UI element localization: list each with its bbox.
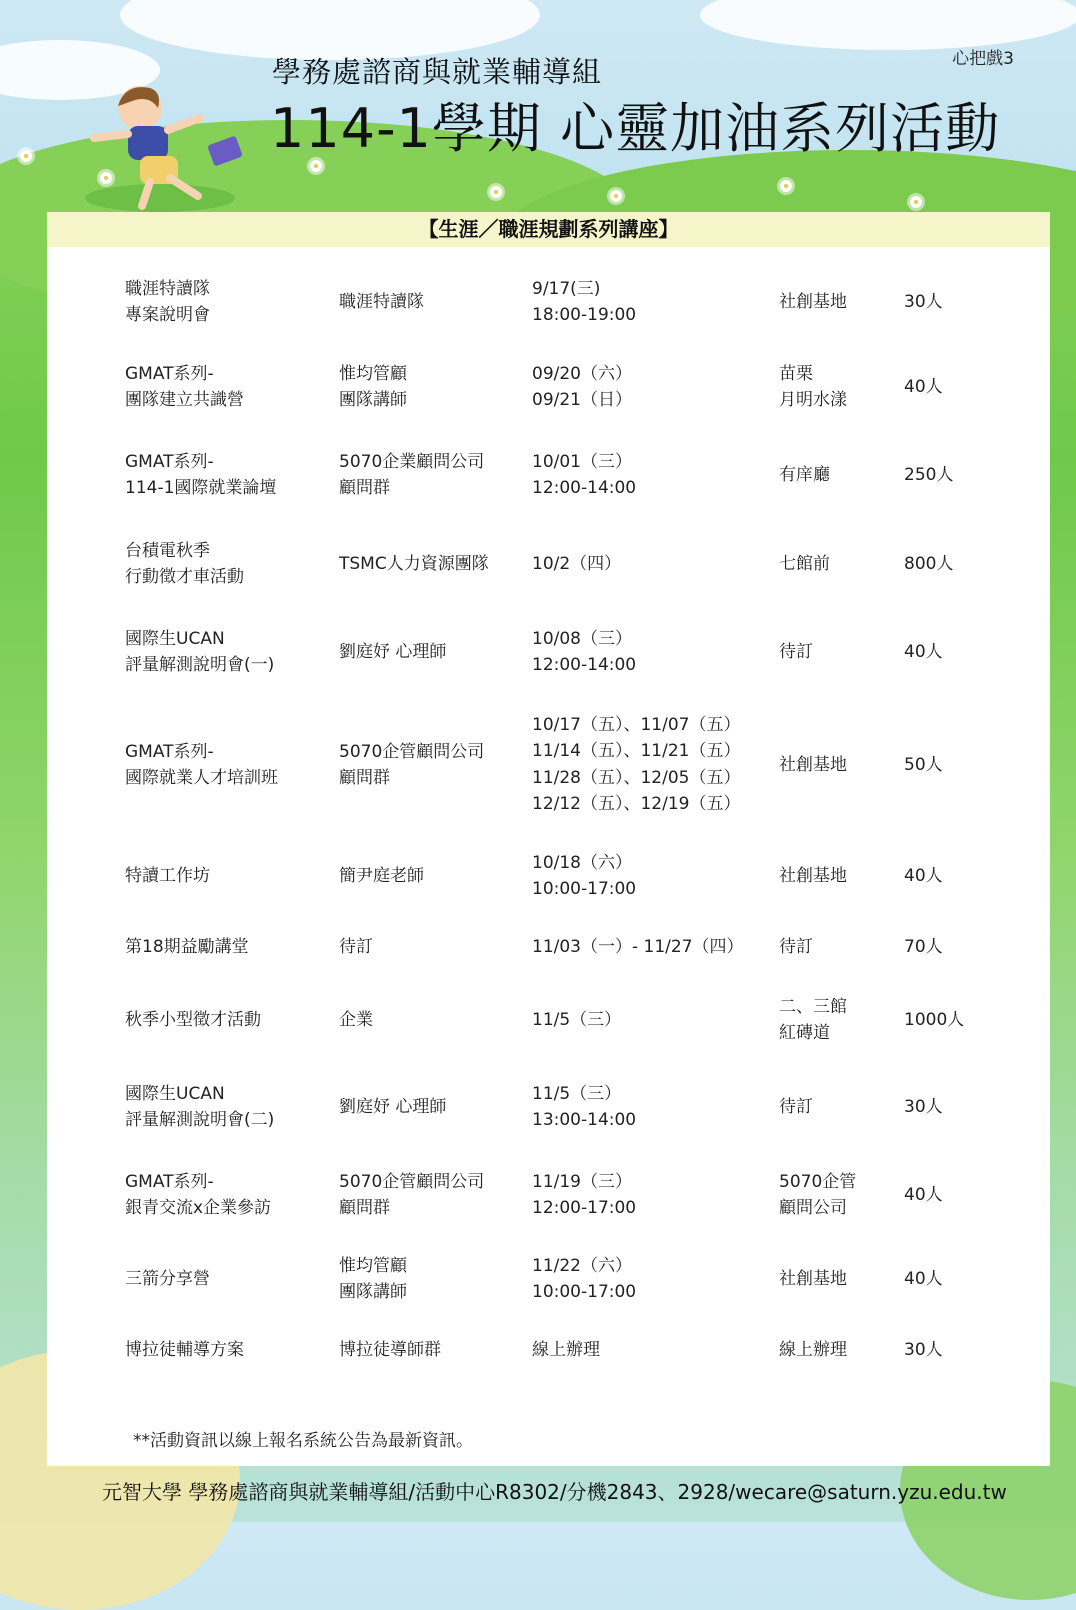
event-name-line: 評量解測說明會(一) — [125, 654, 275, 675]
venue-cell — [779, 994, 847, 1047]
capacity-cell — [904, 1094, 943, 1120]
event-date-line: 12:00-14:00 — [532, 477, 637, 498]
event-name-cell — [125, 626, 274, 679]
event-name-line: 國際生UCAN — [125, 1083, 225, 1104]
event-name-cell — [125, 1007, 261, 1033]
page-subtitle: 學務處諮商與就業輔導組 — [272, 55, 603, 89]
capacity-line: 800人 — [904, 553, 954, 574]
event-name-cell — [125, 863, 210, 889]
venue-cell — [779, 863, 847, 889]
event-date-line: 10/2（四） — [532, 553, 622, 574]
event-name-line: 評量解測說明會(二) — [125, 1109, 275, 1130]
event-name-cell — [125, 739, 278, 792]
event-name-line: 博拉徒輔導方案 — [125, 1339, 244, 1360]
event-name-cell — [125, 1169, 271, 1222]
event-name-cell — [125, 538, 244, 591]
speaker-line: 5070企管顧問公司 — [339, 741, 485, 762]
speaker-cell — [339, 1094, 446, 1120]
event-date-cell — [532, 712, 740, 817]
venue-line: 月明水漾 — [779, 389, 847, 410]
venue-cell — [779, 1094, 813, 1120]
speaker-line: 顧問群 — [339, 1197, 390, 1218]
venue-line: 社創基地 — [779, 754, 847, 775]
event-name-line: 台積電秋季 — [125, 540, 210, 561]
event-date-cell — [532, 1337, 600, 1363]
speaker-line: 企業 — [339, 1009, 373, 1030]
capacity-cell — [904, 374, 943, 400]
venue-cell — [779, 1337, 847, 1363]
speaker-line: TSMC人力資源團隊 — [339, 553, 489, 574]
event-name-line: 銀青交流x企業參訪 — [125, 1197, 272, 1218]
corner-tag: 心把戲3 — [952, 49, 1014, 69]
speaker-cell — [339, 289, 424, 315]
event-date-line: 12:00-14:00 — [532, 654, 637, 675]
venue-cell — [779, 551, 830, 577]
capacity-line: 50人 — [904, 754, 943, 775]
event-date-line: 12:00-17:00 — [532, 1197, 637, 1218]
event-date-cell — [532, 1081, 636, 1134]
venue-line: 苗栗 — [779, 363, 813, 384]
venue-line: 顧問公司 — [779, 1197, 847, 1218]
speaker-line: 博拉徒導師群 — [339, 1339, 441, 1360]
event-date-line: 10/08（三） — [532, 628, 632, 649]
speaker-cell — [339, 639, 446, 665]
venue-line: 有庠廳 — [779, 464, 830, 485]
event-name-cell — [125, 934, 249, 960]
speaker-line: 顧問群 — [339, 767, 390, 788]
capacity-cell — [904, 462, 953, 488]
event-date-line: 09/21（日） — [532, 389, 632, 410]
venue-line: 社創基地 — [779, 865, 847, 886]
capacity-line: 1000人 — [904, 1009, 965, 1030]
speaker-cell — [339, 1169, 484, 1222]
event-name-cell — [125, 361, 244, 414]
capacity-cell — [904, 551, 953, 577]
capacity-cell — [904, 934, 943, 960]
event-name-line: GMAT系列- — [125, 451, 214, 472]
flower-decoration — [20, 150, 32, 162]
capacity-line: 40人 — [904, 1184, 943, 1205]
capacity-line: 30人 — [904, 1096, 943, 1117]
venue-line: 待訂 — [779, 641, 813, 662]
flower-decoration — [780, 180, 792, 192]
event-name-line: 團隊建立共識營 — [125, 389, 244, 410]
flower-decoration — [610, 190, 622, 202]
event-date-cell — [532, 934, 744, 960]
speaker-line: 顧問群 — [339, 477, 390, 498]
speaker-line: 待訂 — [339, 936, 373, 957]
speaker-cell — [339, 551, 489, 577]
event-date-line: 10/01（三） — [532, 451, 632, 472]
event-name-line: 秋季小型徵才活動 — [125, 1009, 261, 1030]
speaker-line: 劉庭妤 心理師 — [339, 641, 447, 662]
event-name-cell — [125, 1337, 244, 1363]
capacity-cell — [904, 639, 943, 665]
event-name-line: 114-1國際就業論壇 — [125, 477, 277, 498]
event-name-cell — [125, 449, 276, 502]
event-name-line: 專案說明會 — [125, 304, 210, 325]
event-name-line: 三箭分享營 — [125, 1268, 210, 1289]
section-banner: 【生涯／職涯規劃系列講座】 — [47, 212, 1050, 247]
venue-line: 社創基地 — [779, 291, 847, 312]
venue-line: 待訂 — [779, 936, 813, 957]
capacity-cell — [904, 1266, 943, 1292]
event-name-cell — [125, 1266, 210, 1292]
capacity-cell — [904, 1182, 943, 1208]
event-date-line: 10:00-17:00 — [532, 1281, 637, 1302]
speaker-cell — [339, 361, 407, 414]
event-date-cell — [532, 551, 621, 577]
capacity-cell — [904, 1007, 964, 1033]
capacity-line: 30人 — [904, 1339, 943, 1360]
capacity-line: 30人 — [904, 291, 943, 312]
speaker-line: 劉庭妤 心理師 — [339, 1096, 447, 1117]
footnote: **活動資訊以線上報名系統公告為最新資訊。 — [133, 1431, 473, 1451]
event-name-line: 行動徵才車活動 — [125, 566, 244, 587]
event-name-line: 第18期益勵講堂 — [125, 936, 249, 957]
event-date-cell — [532, 1253, 636, 1306]
event-name-line: GMAT系列- — [125, 363, 214, 384]
venue-cell — [779, 752, 847, 778]
speaker-cell — [339, 739, 484, 792]
event-date-line: 10:00-17:00 — [532, 878, 637, 899]
event-date-line: 9/17(三) — [532, 278, 601, 299]
speaker-cell — [339, 1253, 407, 1306]
speaker-line: 團隊講師 — [339, 389, 407, 410]
venue-line: 5070企管 — [779, 1171, 857, 1192]
event-date-cell — [532, 1169, 636, 1222]
venue-line: 七館前 — [779, 553, 830, 574]
speaker-cell — [339, 1337, 441, 1363]
event-name-line: 職涯特讀隊 — [125, 278, 210, 299]
speaker-cell — [339, 863, 424, 889]
event-name-cell — [125, 276, 210, 329]
venue-line: 社創基地 — [779, 1268, 847, 1289]
capacity-line: 70人 — [904, 936, 943, 957]
capacity-line: 40人 — [904, 376, 943, 397]
speaker-line: 團隊講師 — [339, 1281, 407, 1302]
event-date-line: 18:00-19:00 — [532, 304, 637, 325]
capacity-cell — [904, 752, 943, 778]
capacity-line: 250人 — [904, 464, 954, 485]
flower-decoration — [910, 196, 922, 208]
event-date-cell — [532, 850, 636, 903]
capacity-line: 40人 — [904, 641, 943, 662]
event-name-line: 國際生UCAN — [125, 628, 225, 649]
event-date-line: 線上辦理 — [532, 1339, 600, 1360]
event-date-line: 09/20（六） — [532, 363, 632, 384]
event-date-cell — [532, 276, 636, 329]
capacity-cell — [904, 863, 943, 889]
speaker-cell — [339, 449, 484, 502]
event-date-line: 13:00-14:00 — [532, 1109, 637, 1130]
event-date-line: 11/28（五）、12/05（五） — [532, 767, 741, 788]
speaker-line: 惟均管顧 — [339, 1255, 407, 1276]
capacity-line: 40人 — [904, 865, 943, 886]
flower-decoration — [490, 186, 502, 198]
venue-line: 待訂 — [779, 1096, 813, 1117]
event-date-cell — [532, 361, 632, 414]
venue-cell — [779, 1169, 856, 1222]
event-name-cell — [125, 1081, 274, 1134]
capacity-line: 40人 — [904, 1268, 943, 1289]
event-date-line: 10/18（六） — [532, 852, 632, 873]
venue-cell — [779, 462, 830, 488]
page-title: 114-1學期 心靈加油系列活動 — [270, 97, 1001, 160]
schedule-card — [47, 212, 1050, 1466]
speaker-cell — [339, 1007, 373, 1033]
event-date-line: 11/5（三） — [532, 1083, 622, 1104]
footer-contact: 元智大學 學務處諮商與就業輔導組/活動中心R8302/分機2843、2928/wecare@saturn.yzu.edu.tw — [102, 1480, 1007, 1504]
venue-line: 紅磚道 — [779, 1022, 830, 1043]
event-date-cell — [532, 626, 636, 679]
capacity-cell — [904, 289, 943, 315]
cloud-decoration — [700, 0, 1076, 50]
event-date-line: 11/5（三） — [532, 1009, 622, 1030]
speaker-line: 惟均管顧 — [339, 363, 407, 384]
event-name-line: 特讀工作坊 — [125, 865, 210, 886]
venue-cell — [779, 289, 847, 315]
speaker-line: 5070企業顧問公司 — [339, 451, 485, 472]
event-name-line: 國際就業人才培訓班 — [125, 767, 278, 788]
event-date-line: 12/12（五）、12/19（五） — [532, 794, 741, 815]
event-date-line: 11/03（一）- 11/27（四） — [532, 936, 744, 957]
capacity-cell — [904, 1337, 943, 1363]
venue-cell — [779, 639, 813, 665]
venue-cell — [779, 361, 847, 414]
venue-line: 線上辦理 — [779, 1339, 847, 1360]
event-date-line: 11/22（六） — [532, 1255, 632, 1276]
venue-line: 二、三館 — [779, 996, 847, 1017]
speaker-line: 職涯特讀隊 — [339, 291, 424, 312]
event-date-line: 11/14（五）、11/21（五） — [532, 741, 741, 762]
event-date-cell — [532, 449, 636, 502]
speaker-cell — [339, 934, 373, 960]
venue-cell — [779, 934, 813, 960]
event-name-line: GMAT系列- — [125, 741, 214, 762]
child-illustration — [80, 78, 250, 218]
event-name-line: GMAT系列- — [125, 1171, 214, 1192]
speaker-line: 簡尹庭老師 — [339, 865, 424, 886]
event-date-cell — [532, 1007, 621, 1033]
event-date-line: 11/19（三） — [532, 1171, 632, 1192]
speaker-line: 5070企管顧問公司 — [339, 1171, 485, 1192]
venue-cell — [779, 1266, 847, 1292]
event-date-line: 10/17（五）、11/07（五） — [532, 715, 741, 735]
